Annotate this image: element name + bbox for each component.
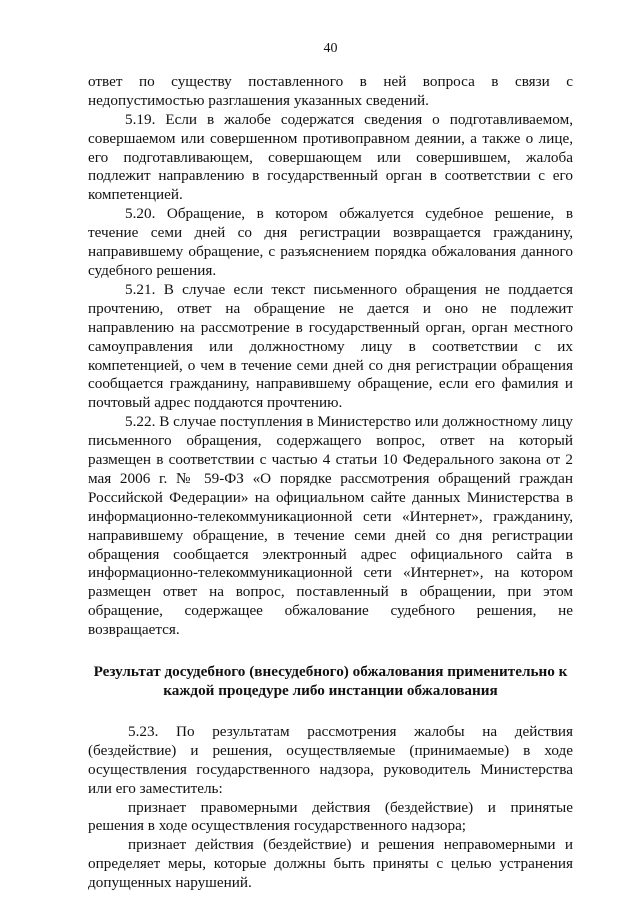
list-item-lawful: признает правомерными действия (бездействие) и принятые решения в ходе осуществления государственного надзора; [88, 798, 573, 835]
paragraph-5-20: 5.20. Обращение, в котором обжалуется судебное решение, в течение семи дней со дня регистрации возвращается гражданину, направившему обращение, с разъяснением порядка обжалования данного судебного решения. [88, 205, 573, 279]
page-number: 40 [323, 41, 338, 56]
paragraph-5-21: 5.21. В случае если текст письменного обращения не поддается прочтению, ответ на обращение не дается и оно не подлежит направлению на рассмотрение в государственный орган, орган местного самоуправления или должностному лицу в соответствии с их компетенцией, о чем в течение семи дней со дня регистрации обращения сообщается гражданину, направившему обращение, если его фамилия и почтовый адрес поддаются прочтению. [88, 280, 573, 412]
paragraph-5-19: 5.19. Если в жалобе содержатся сведения о подготавливаемом, совершаемом или совершенном противоправном деянии, а также о лице, его подготавливающем, совершающем или совершившем, жалоба подлежит направлению в государственный орган в соответствии с его компетенцией. [88, 110, 573, 204]
section-heading: Результат досудебного (внесудебного) обжалования применительно к каждой процедуре либо инстанции обжалования [93, 663, 568, 699]
paragraph-continuation: ответ по существу поставленного в ней вопроса в связи с недопустимостью разглашения указанных сведений. [88, 72, 573, 109]
paragraph-5-22: 5.22. В случае поступления в Министерство или должностному лицу письменного обращения, содержащего вопрос, ответ на который размещен в соответствии с частью 4 статьи 10 Федерального закона от 2 мая 2006 г. № 59-ФЗ «О порядке рассмотрения обращений граждан Российской Федерации» на официальном сайте данных Министерства в информационно-телекоммуникационной сети «Интернет», гражданину, направившему обращение, в течение семи дней со дня регистрации обращения сообщается электронный адрес официального сайта в информационно-телекоммуникационной сети «Интернет», на котором размещен ответ на вопрос, поставленный в обращении, при этом обращение, содержащее обжалование судебного решения, не возвращается. [88, 413, 573, 639]
paragraph-5-23: 5.23. По результатам рассмотрения жалобы на действия (бездействие) и решения, осуществляемые (принимаемые) в ходе осуществления государственного надзора, руководитель Министерства или его заместитель: [88, 722, 573, 797]
list-item-unlawful: признает действия (бездействие) и решения неправомерными и определяет меры, которые должны быть приняты с целью устранения допущенных нарушений. [88, 836, 573, 892]
